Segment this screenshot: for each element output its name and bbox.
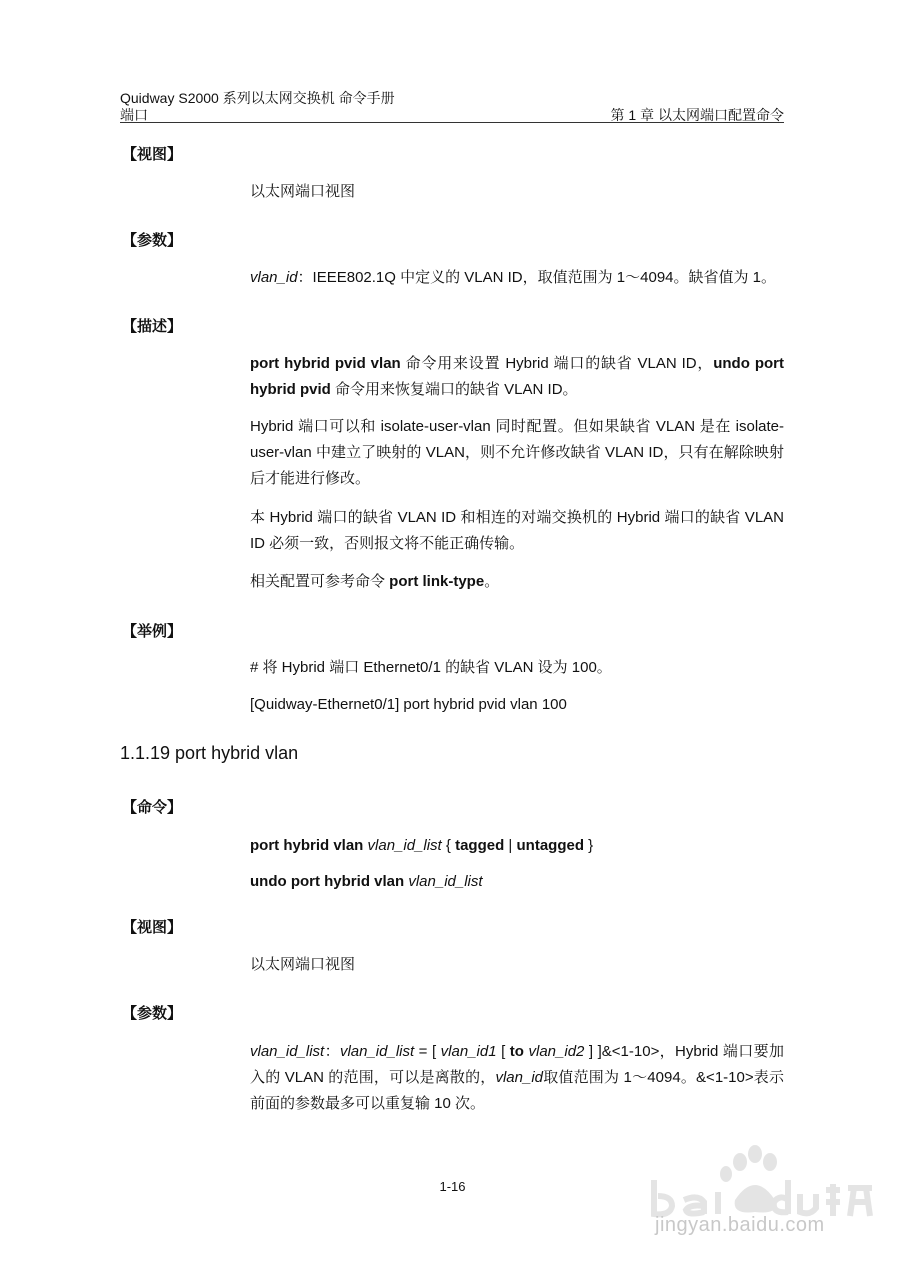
cmd-keyword: to bbox=[509, 1043, 524, 1060]
cmd-keyword: tagged bbox=[455, 837, 505, 854]
view-heading-2: 【视图】 bbox=[122, 919, 183, 936]
param-heading: 【参数】 bbox=[122, 232, 183, 249]
view-text: 以太网端口视图 bbox=[250, 183, 356, 200]
section-label: 端口 bbox=[120, 107, 148, 123]
cmd-arg: vlan_id_list bbox=[367, 837, 442, 854]
syntax-symbol: } bbox=[584, 837, 594, 854]
desc-paragraph-2: Hybrid 端口可以和 isolate-user-vlan 同时配置。但如果缺省 VLAN 是在 isolate-user-vlan 中建立了映射的 VLAN，则不允许修改缺省 VLAN ID，只有在解除映射后才能进行修改。 bbox=[250, 418, 784, 487]
syntax-symbol: | bbox=[504, 837, 517, 854]
page-number: 1-16 bbox=[439, 1179, 466, 1194]
param-desc: ] ]&<1-10>，Hybrid 端口要加入的 VLAN 的范围，可以是离散的， bbox=[250, 1043, 784, 1086]
section-title: 1.1.19 port hybrid vlan bbox=[120, 743, 299, 763]
syntax-symbol: = [ bbox=[414, 1043, 441, 1060]
param-name: vlan_id_list bbox=[339, 1043, 415, 1060]
view-heading: 【视图】 bbox=[122, 146, 183, 163]
desc-paragraph-1 bbox=[250, 351, 784, 403]
watermark-url: jingyan.baidu.com bbox=[655, 1214, 825, 1236]
desc-paragraph-4 bbox=[250, 569, 784, 595]
param-desc: 取值范围为 1～4094。&<1-10>表示前面的参数最多可以重复输 10 次。 bbox=[250, 1069, 784, 1112]
command-syntax-2 bbox=[250, 869, 784, 895]
example-command: [Quidway-Ethernet0/1] port hybrid pvid vlan 100 bbox=[250, 696, 567, 713]
doc-title: Quidway S2000 系列以太网交换机 命令手册 bbox=[120, 90, 395, 106]
desc-heading: 【描述】 bbox=[122, 318, 183, 335]
param-heading-2: 【参数】 bbox=[122, 1005, 183, 1022]
desc-text: 。 bbox=[484, 573, 500, 590]
desc-text: 相关配置可参考命令 bbox=[250, 573, 390, 590]
param-name: vlan_id2 bbox=[528, 1043, 585, 1060]
cmd-arg: vlan_id_list bbox=[408, 873, 483, 890]
param-paragraph-2 bbox=[250, 1039, 784, 1117]
syntax-symbol: { bbox=[441, 837, 456, 854]
desc-paragraph-3: 本 Hybrid 端口的缺省 VLAN ID 和相连的对端交换机的 Hybrid 端口的缺省 VLAN ID 必须一致，否则报文将不能正确传输。 bbox=[250, 509, 784, 552]
param-name: vlan_id bbox=[495, 1069, 544, 1086]
desc-text: 命令用来设置 Hybrid 端口的缺省 VLAN ID， bbox=[400, 355, 714, 372]
syntax-symbol: [ bbox=[496, 1043, 510, 1060]
desc-text: 命令用来恢复端口的缺省 VLAN ID。 bbox=[330, 381, 578, 398]
syntax-symbol: ： bbox=[324, 1043, 340, 1060]
cmd-name: port link-type bbox=[389, 573, 485, 590]
cmd-name: undo port hybrid vlan bbox=[250, 873, 405, 890]
cmd-keyword: untagged bbox=[516, 837, 584, 854]
param-name: vlan_id_list bbox=[250, 1043, 325, 1060]
view-text-2: 以太网端口视图 bbox=[250, 956, 356, 973]
command-heading: 【命令】 bbox=[122, 799, 183, 816]
example-comment: # 将 Hybrid 端口 Ethernet0/1 的缺省 VLAN 设为 100。 bbox=[250, 659, 612, 676]
param-name: vlan_id1 bbox=[440, 1043, 497, 1060]
param-desc: ：IEEE802.1Q 中定义的 VLAN ID，取值范围为 1～4094。缺省值为 1。 bbox=[297, 269, 777, 286]
chapter-label: 第 1 章 以太网端口配置命令 bbox=[610, 107, 784, 123]
param-text bbox=[250, 265, 784, 291]
cmd-name: undo port hybrid pvid bbox=[250, 355, 784, 398]
header-rule bbox=[120, 122, 784, 123]
param-name: vlan_id bbox=[250, 269, 298, 286]
cmd-name: port hybrid pvid vlan bbox=[250, 355, 401, 372]
cmd-name: port hybrid vlan bbox=[250, 837, 364, 854]
example-heading: 【举例】 bbox=[122, 623, 183, 640]
command-syntax-1 bbox=[250, 833, 784, 859]
baidu-jingyan-logo bbox=[640, 1140, 880, 1260]
